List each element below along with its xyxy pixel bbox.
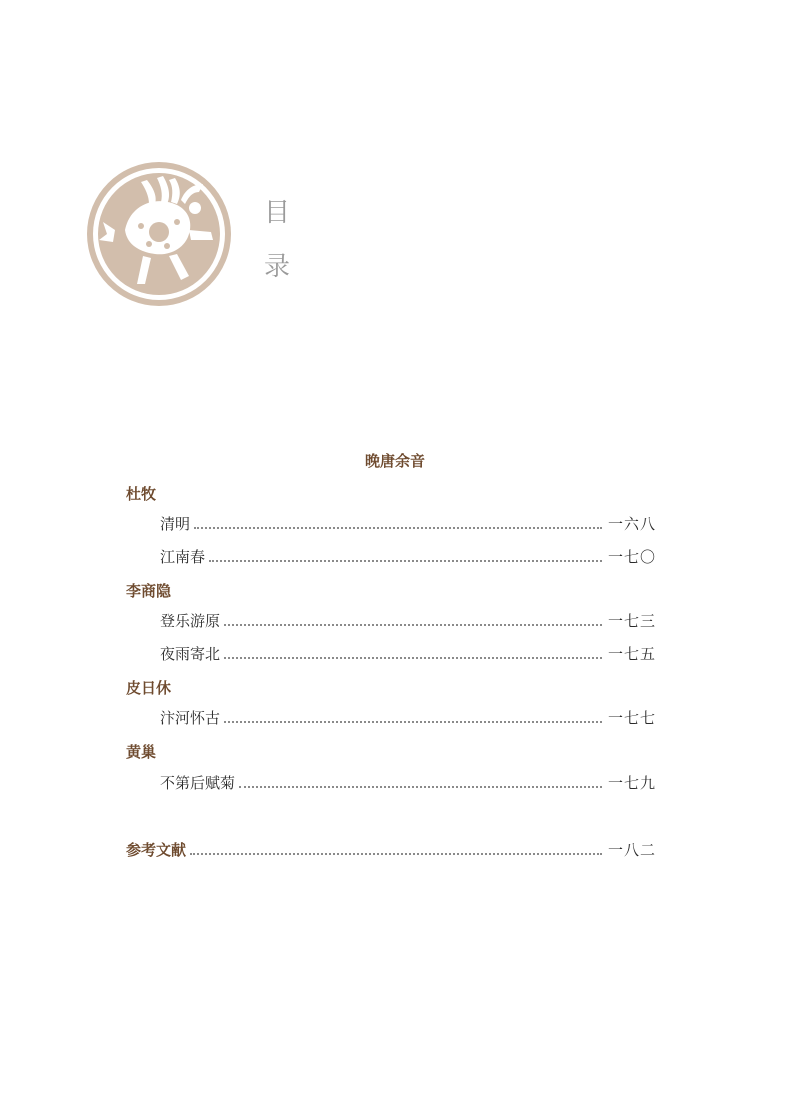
poem-title: 登乐游原 — [160, 612, 221, 630]
references-entry[interactable] — [126, 838, 656, 860]
author-name: 黄巢 — [126, 743, 157, 761]
heading-char-1: 目 — [263, 198, 290, 228]
references-title: 参考文献 — [126, 841, 187, 859]
poem-title: 不第后赋菊 — [160, 774, 236, 792]
toc-entry[interactable] — [160, 512, 656, 534]
page-number: 一八二 — [607, 841, 656, 859]
dot-leader — [224, 721, 602, 723]
author-name: 皮日休 — [126, 679, 172, 697]
dot-leader — [224, 624, 602, 626]
phoenix-seal-emblem — [85, 160, 233, 308]
poem-title: 汴河怀古 — [160, 709, 221, 727]
toc-heading — [262, 200, 292, 280]
page-number: 一七〇 — [607, 548, 656, 566]
dot-leader — [209, 560, 602, 562]
toc-entry[interactable] — [160, 771, 656, 793]
poem-title: 清明 — [160, 515, 191, 533]
toc-entry[interactable] — [160, 642, 656, 664]
page-number: 一七五 — [607, 645, 656, 663]
author-name: 李商隐 — [126, 582, 172, 600]
page-number: 一七九 — [607, 774, 656, 792]
dot-leader — [190, 853, 602, 855]
author-name: 杜牧 — [126, 485, 157, 503]
toc-entry[interactable] — [160, 706, 656, 728]
dot-leader — [224, 657, 602, 659]
toc-entry[interactable] — [160, 545, 656, 567]
poem-title: 夜雨寄北 — [160, 645, 221, 663]
dot-leader — [239, 786, 602, 788]
toc-entry[interactable] — [160, 609, 656, 631]
section-title: 晚唐余音 — [364, 452, 425, 470]
page-number: 一七七 — [607, 709, 656, 727]
page-number: 一六八 — [607, 515, 656, 533]
dot-leader — [194, 527, 602, 529]
heading-char-2: 录 — [263, 252, 290, 282]
page-number: 一七三 — [607, 612, 656, 630]
poem-title: 江南春 — [160, 548, 206, 566]
